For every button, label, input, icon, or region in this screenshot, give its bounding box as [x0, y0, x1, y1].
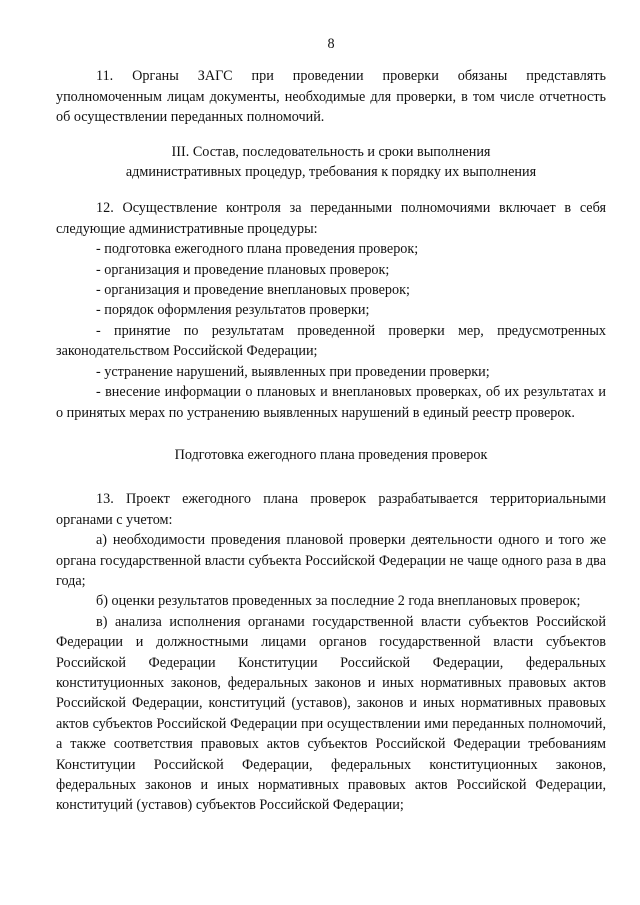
procedure-item: - подготовка ежегодного плана проведения проверок;	[96, 241, 419, 258]
page-number: 8	[327, 36, 335, 52]
paragraph-13-intro: 13. Проект ежегодного плана проверок разрабатывается территориальными органами с учетом:	[56, 491, 606, 528]
paragraph-12-intro: 12. Осуществление контроля за переданными полномочиями включает в себя следующие административные процедуры:	[56, 200, 606, 237]
criteria-item: а) необходимости проведения плановой проверки деятельности одного и того же органа государственной власти субъекта Российской Федерации не чаще одного раза в два года;	[56, 532, 606, 589]
criteria-item: в) анализа исполнения органами государственной власти субъектов Российской Федерации и должностными лицами органов государственной власти субъектов Российской Федерации Конституции Российской Федерации, федеральных конституционных законов, федеральных законов и иных нормативных правовых актов Российской Федерации, конституций (уставов), законов и иных нормативных правовых актов субъектов Российской Федерации при осуществлении ими переданных полномочий, а также соответствия правовых актов субъектов Российской Федерации требованиям Конституции Российской Федерации, федеральных конституционных законов, федеральных законов и иных нормативных правовых актов Российской Федерации, конституций (уставов) субъектов Российской Федерации;	[56, 613, 606, 814]
subsection-heading: Подготовка ежегодного плана проведения проверок	[174, 446, 488, 463]
section-3-heading-line-2: административных процедур, требования к порядку их выполнения	[125, 164, 537, 181]
paragraph-11: 11. Органы ЗАГС при проведении проверки обязаны представлять уполномоченным лицам документы, необходимые для проверки, в том числе отчетность об осуществлении переданных полномочий.	[56, 68, 606, 126]
procedure-item: - порядок оформления результатов проверки;	[96, 302, 370, 319]
procedure-item: - принятие по результатам проведенной проверки мер, предусмотренных законодательством Российской Федерации;	[56, 322, 606, 360]
procedure-item: - организация и проведение внеплановых проверок;	[96, 282, 410, 299]
procedure-item: - внесение информации о плановых и внеплановых проверках, об их результатах и о принятых мерах по устранению выявленных нарушений в единый реестр проверок.	[56, 384, 606, 421]
criteria-item: б) оценки результатов проведенных за последние 2 года внеплановых проверок;	[96, 593, 581, 610]
procedure-item: - устранение нарушений, выявленных при проведении проверки;	[96, 363, 490, 380]
section-3-heading	[56, 142, 606, 183]
procedure-item: - организация и проведение плановых проверок;	[96, 261, 390, 278]
document-page	[56, 34, 606, 816]
section-3-heading-line-1: III. Состав, последовательность и сроки выполнения	[171, 143, 491, 160]
